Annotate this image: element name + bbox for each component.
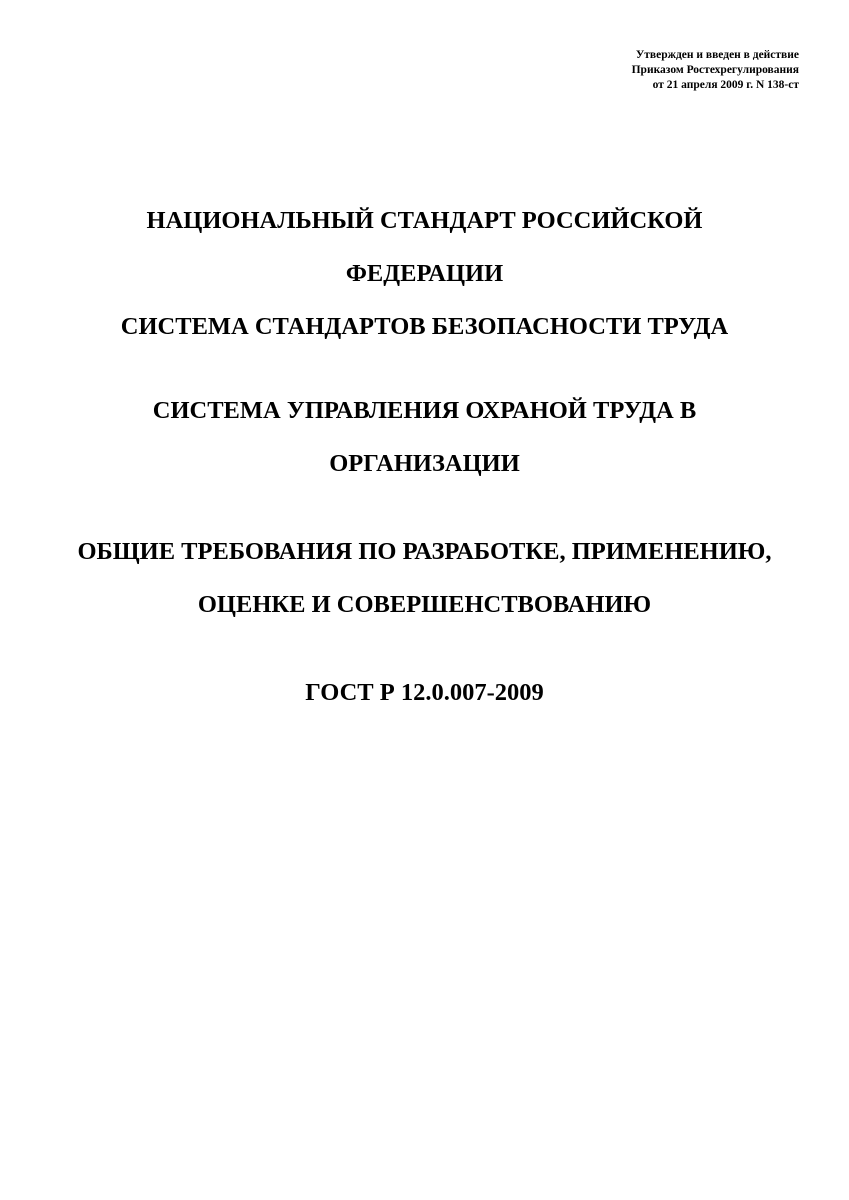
- subtitle-line-1: СИСТЕМА УПРАВЛЕНИЯ ОХРАНОЙ ТРУДА В: [152, 397, 697, 424]
- requirements-line-1: ОБЩИЕ ТРЕБОВАНИЯ ПО РАЗРАБОТКЕ, ПРИМЕНЕНИЮ,: [77, 538, 772, 565]
- subtitle-line-2: ОРГАНИЗАЦИИ: [329, 450, 520, 477]
- standard-title: [0, 194, 849, 353]
- title-line-2: ФЕДЕРАЦИИ: [345, 260, 504, 287]
- requirements-heading: [0, 525, 849, 631]
- standard-subtitle: [0, 384, 849, 490]
- requirements-line-2: ОЦЕНКЕ И СОВЕРШЕНСТВОВАНИЮ: [197, 591, 652, 618]
- approval-line-3: от 21 апреля 2009 г. N 138-ст: [652, 79, 799, 91]
- standard-code: ГОСТ Р 12.0.007-2009: [305, 679, 544, 706]
- title-line-1: НАЦИОНАЛЬНЫЙ СТАНДАРТ РОССИЙСКОЙ: [146, 207, 703, 234]
- approval-note: [479, 48, 799, 93]
- approval-line-2: Приказом Ростехрегулирования: [631, 64, 799, 76]
- title-line-3: СИСТЕМА СТАНДАРТОВ БЕЗОПАСНОСТИ ТРУДА: [120, 313, 729, 340]
- standard-code-block: [0, 666, 849, 719]
- approval-line-1: Утвержден и введен в действие: [635, 49, 799, 61]
